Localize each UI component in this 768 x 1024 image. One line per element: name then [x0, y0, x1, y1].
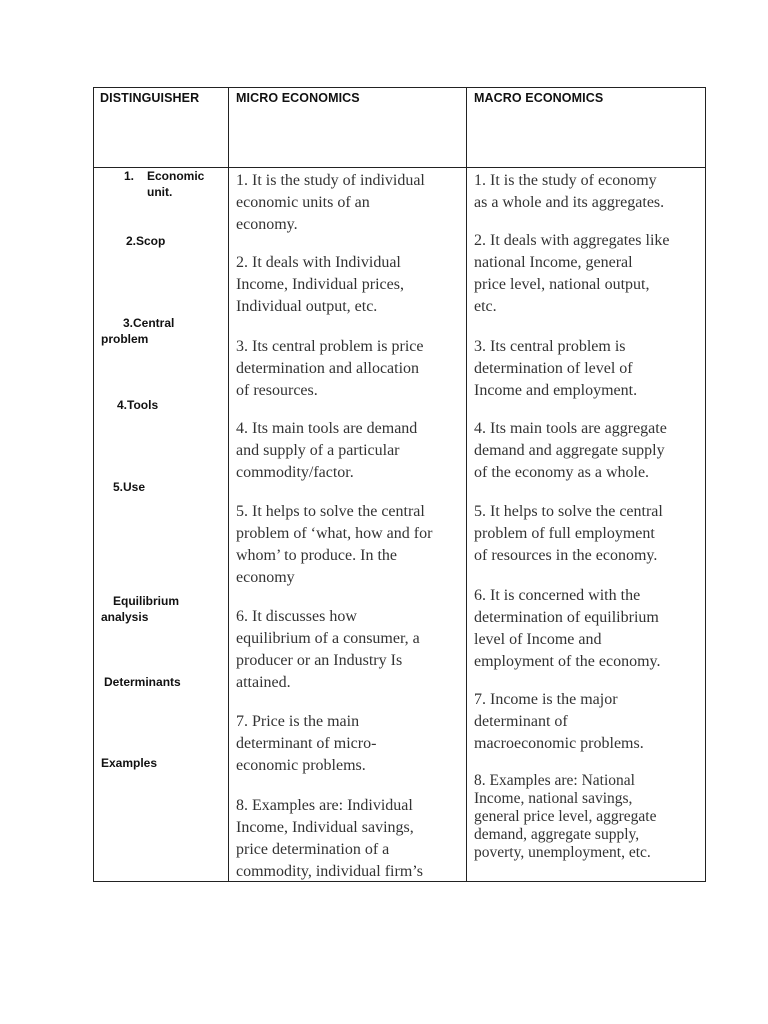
macro-tools: 4. Its main tools are aggregate demand and aggregate supply of the economy as a whole.: [474, 420, 667, 481]
label-examples: Examples: [101, 756, 158, 770]
label-equilibrium-analysis: Equilibrium analysis: [101, 594, 179, 624]
label-central-problem: 3.Central problem: [101, 316, 175, 346]
label-number: 1.: [124, 169, 135, 183]
header-macro-economics: MACRO ECONOMICS: [474, 91, 604, 105]
macro-scope: 2. It deals with aggregates like national Income, general price level, national output, etc.: [474, 232, 670, 315]
micro-equilibrium-analysis: 6. It discusses how equilibrium of a consumer, a producer or an Industry Is attained.: [236, 608, 420, 691]
micro-economic-unit: 1. It is the study of individual economic units of an economy.: [236, 172, 425, 233]
micro-central-problem: 3. Its central problem is price determination and allocation of resources.: [236, 338, 424, 399]
micro-scope: 2. It deals with Individual Income, Individual prices, Individual output, etc.: [236, 254, 404, 315]
micro-tools: 4. Its main tools are demand and supply of a particular commodity/factor.: [236, 420, 418, 481]
macro-examples: 8. Examples are: National Income, national savings, general price level, aggregate demand, aggregate supply, poverty, unemployment, etc.: [474, 772, 657, 861]
label-scope: 2.Scop: [126, 234, 166, 248]
label-economic-unit: Economic unit.: [147, 169, 205, 199]
header-distinguisher: DISTINGUISHER: [100, 91, 200, 105]
label-determinants: Determinants: [104, 675, 181, 689]
macro-determinants: 7. Income is the major determinant of macroeconomic problems.: [474, 691, 644, 752]
macro-economic-unit: 1. It is the study of economy as a whole and its aggregates.: [474, 172, 665, 211]
label-tools: 4.Tools: [117, 398, 159, 412]
macro-equilibrium-analysis: 6. It is concerned with the determination of equilibrium level of Income and employment of the economy.: [474, 587, 661, 670]
label-use: 5.Use: [113, 480, 146, 494]
comparison-table: [93, 87, 706, 882]
column-divider: [228, 88, 229, 881]
column-divider: [466, 88, 467, 881]
header-micro-economics: MICRO ECONOMICS: [236, 91, 360, 105]
macro-central-problem: 3. Its central problem is determination of level of Income and employment.: [474, 338, 638, 399]
micro-determinants: 7. Price is the main determinant of micro- economic problems.: [236, 713, 377, 774]
micro-examples: 8. Examples are: Individual Income, Individual savings, price determination of a commodity, individual firm’s: [236, 797, 423, 880]
macro-use: 5. It helps to solve the central problem of full employment of resources in the economy.: [474, 503, 663, 564]
micro-use: 5. It helps to solve the central problem of ‘what, how and for whom’ to produce. In the economy: [236, 503, 433, 586]
